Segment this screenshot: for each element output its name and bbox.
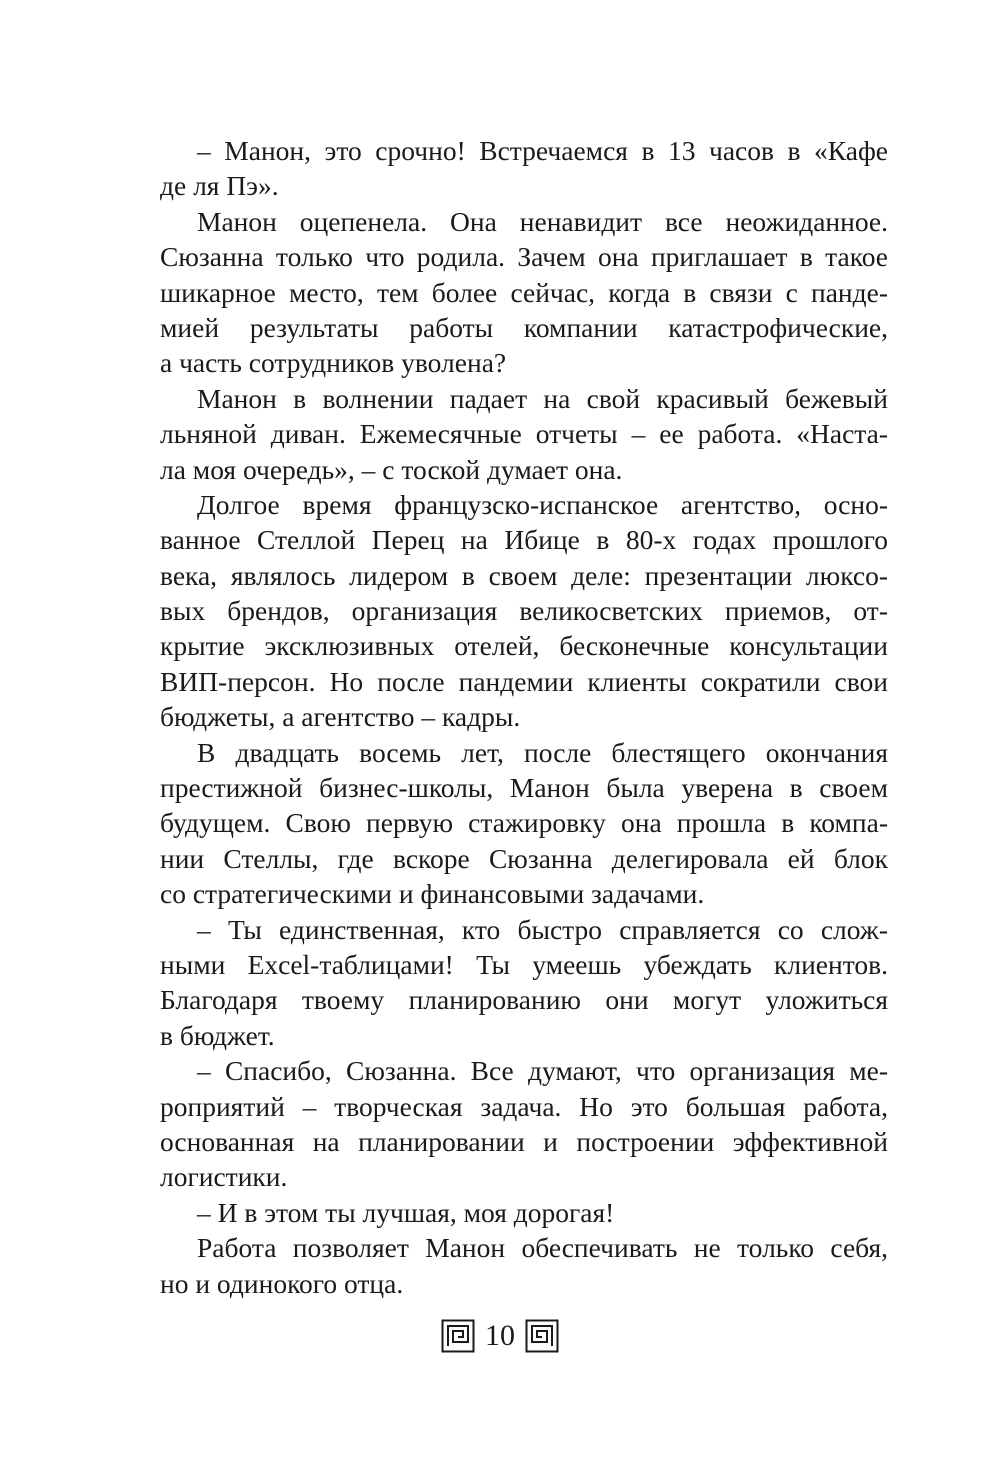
- text-line: роприятий – творческая задача. Но это большая работа,: [160, 1090, 888, 1122]
- paragraph-thanks: [160, 1053, 888, 1195]
- text-line: вых брендов, организация великосветских приемов, от-: [160, 595, 888, 627]
- text-line: Манон оцепенела. Она ненавидит все неожиданное.: [197, 205, 888, 237]
- paragraph-father: [160, 1230, 888, 1301]
- text-line: ными Excel-таблицами! Ты умеешь убеждать клиентов.: [160, 948, 888, 980]
- text-line: Долгое время французско-испанское агентство, осно-: [197, 488, 888, 520]
- paragraph-manon-froze: [160, 204, 888, 381]
- text-line: будущем. Свою первую стажировку она прошла в компа-: [160, 807, 888, 839]
- text-line: крытие эксклюзивных отелей, бесконечные консультации: [160, 630, 888, 662]
- paragraph-excel: [160, 912, 888, 1054]
- text-line: нии Стеллы, где вскоре Сюзанна делегировала ей блок: [160, 842, 888, 874]
- text-line: В двадцать восемь лет, после блестящего окончания: [197, 736, 888, 768]
- text-line: льняной диван. Ежемесячные отчеты – ее работа. «Наста-: [160, 418, 888, 450]
- text-line: Работа позволяет Манон обеспечивать не только себя,: [197, 1232, 888, 1264]
- page-number: 10: [485, 1319, 515, 1352]
- text-line: а часть сотрудников уволена?: [160, 347, 507, 379]
- text-line: в бюджет.: [160, 1019, 275, 1051]
- text-line: шикарное место, тем более сейчас, когда в связи с панде-: [160, 276, 888, 308]
- page-footer: [0, 1316, 1000, 1356]
- text-line: ванное Стеллой Перец на Ибице в 80-х годах прошлого: [160, 524, 888, 556]
- paragraph-call: [160, 133, 888, 204]
- paragraph-business-school: [160, 735, 888, 912]
- text-line: века, являлось лидером в своем деле: презентации люксо-: [160, 559, 888, 591]
- greek-key-ornament-icon: [525, 1319, 559, 1353]
- text-line: ла моя очередь», – с тоской думает она.: [160, 453, 623, 485]
- greek-key-ornament-icon: [441, 1319, 475, 1353]
- text-line: – И в этом ты лучшая, моя дорогая!: [197, 1196, 615, 1228]
- text-line: де ля Пэ».: [160, 170, 279, 202]
- text-line: Манон в волнении падает на свой красивый бежевый: [197, 382, 888, 414]
- text-line: мией результаты работы компании катастрофические,: [160, 311, 888, 343]
- text-line: – Манон, это срочно! Встречаемся в 13 часов в «Кафе: [197, 135, 888, 166]
- text-line: но и одинокого отца.: [160, 1267, 404, 1299]
- paragraph-best: [160, 1195, 888, 1230]
- text-line: – Спасибо, Сюзанна. Все думают, что организация ме-: [197, 1055, 888, 1087]
- text-line: престижной бизнес-школы, Манон была уверена в своем: [160, 772, 888, 804]
- paragraph-agency: [160, 487, 888, 735]
- paragraph-sofa: [160, 381, 888, 487]
- text-line: Благодаря твоему планированию они могут уложиться: [160, 984, 888, 1016]
- text-line: ВИП-персон. Но после пандемии клиенты сократили свои: [160, 665, 888, 697]
- body-text: [160, 133, 888, 1301]
- text-line: со стратегическими и финансовыми задачами.: [160, 878, 705, 910]
- text-line: основанная на планировании и построении эффективной: [160, 1125, 888, 1157]
- text-line: – Ты единственная, кто быстро справляется со слож-: [197, 913, 888, 945]
- text-line: логистики.: [160, 1161, 288, 1193]
- text-line: Сюзанна только что родила. Зачем она приглашает в такое: [160, 241, 888, 273]
- text-line: бюджеты, а агентство – кадры.: [160, 701, 521, 733]
